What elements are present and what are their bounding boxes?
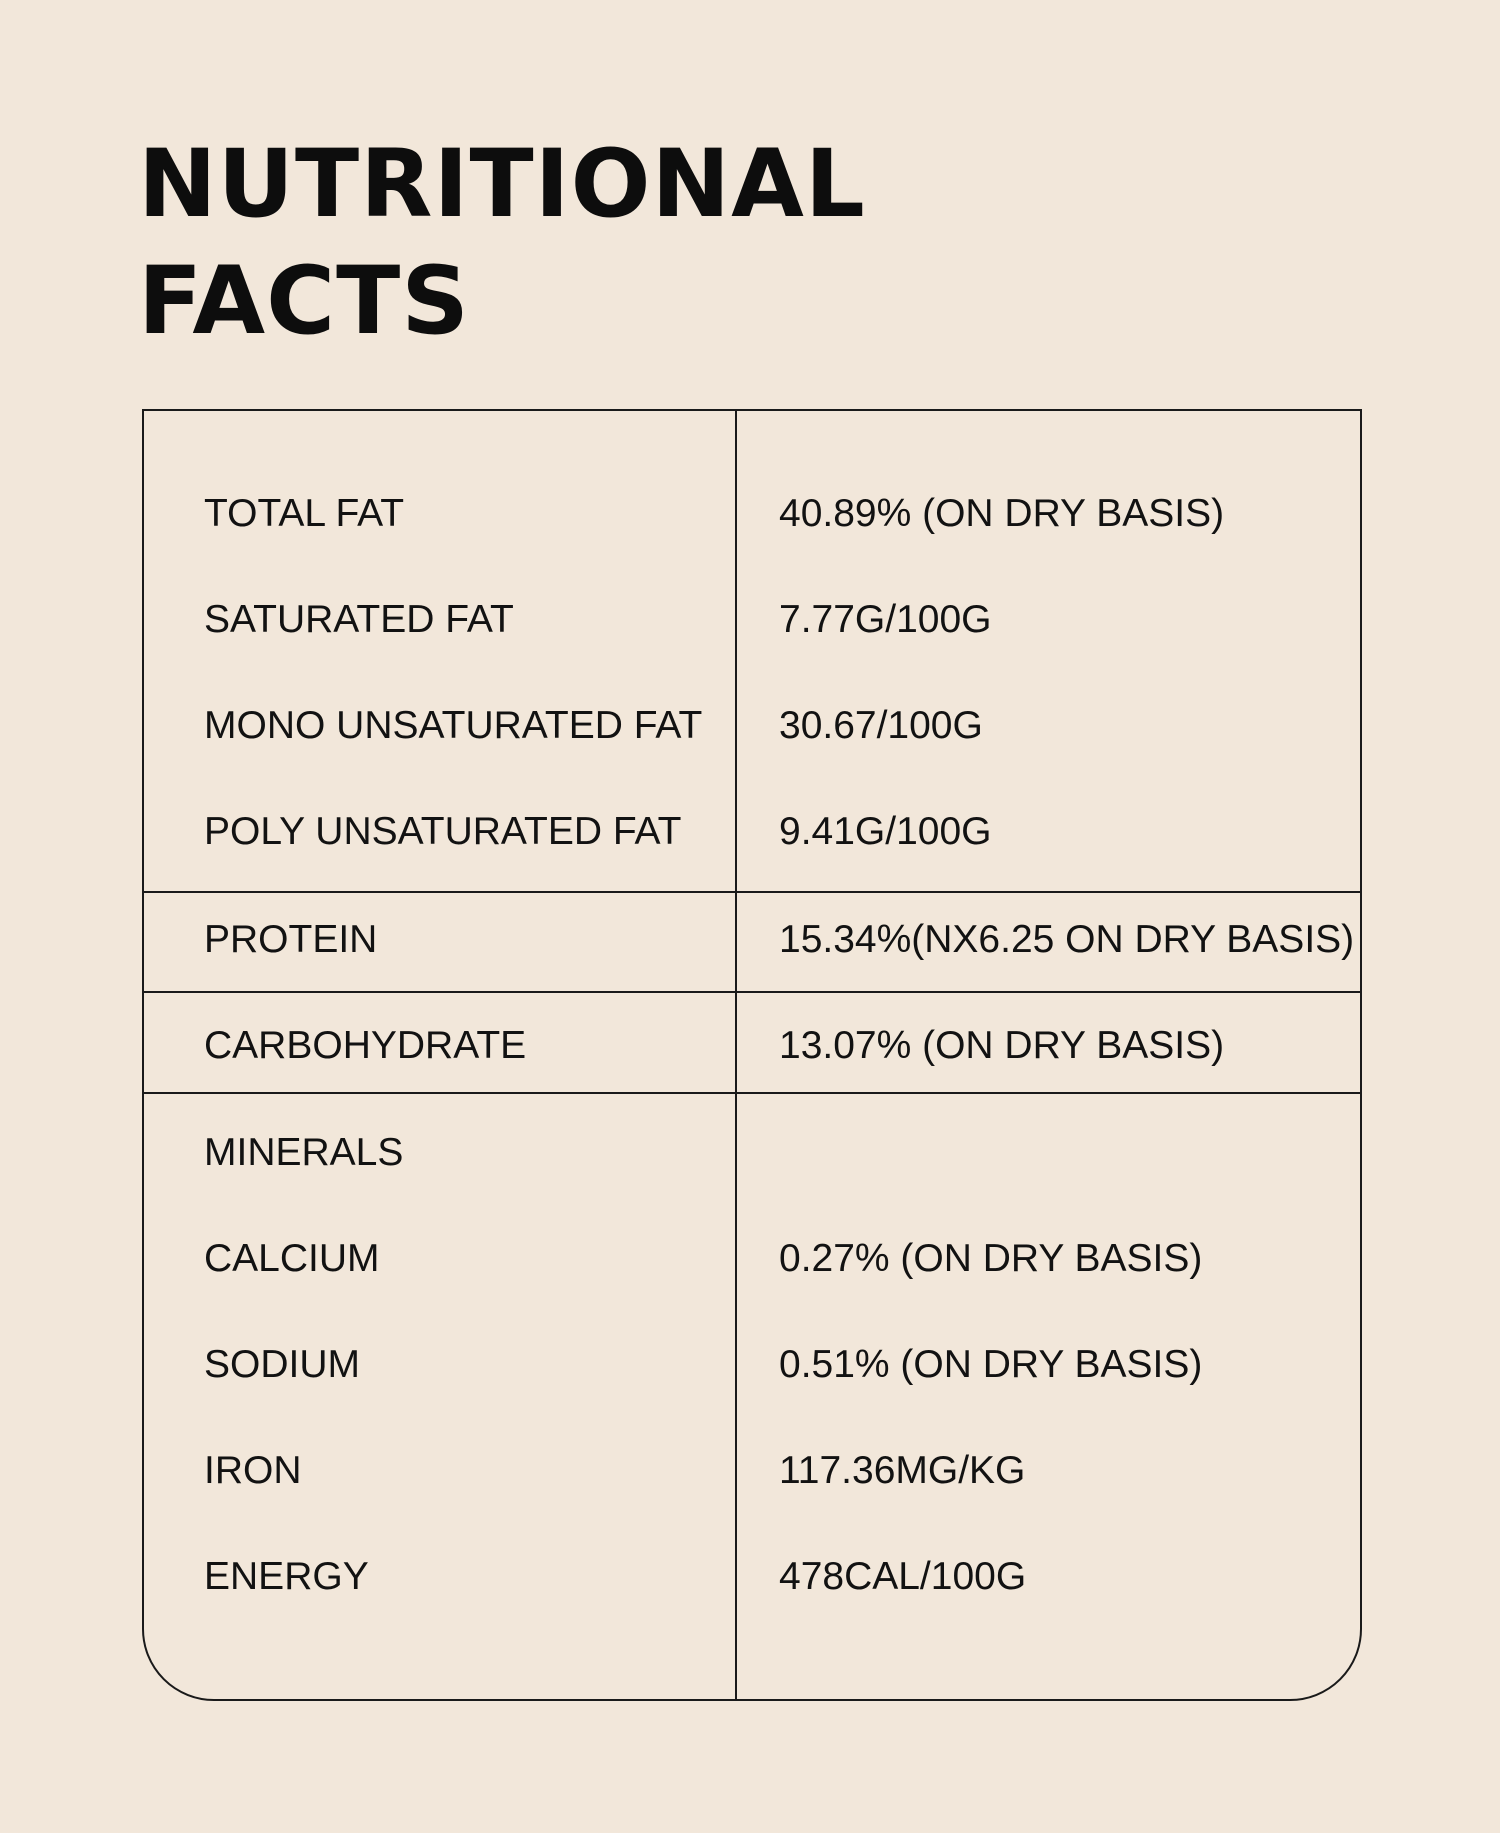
sodium-value: 0.51% (ON DRY BASIS)	[779, 1343, 1203, 1386]
carbohydrate-value: 13.07% (ON DRY BASIS)	[779, 1024, 1225, 1067]
iron-value: 117.36MG/KG	[779, 1449, 1026, 1492]
page-title	[138, 126, 866, 360]
minerals-heading: MINERALS	[204, 1131, 404, 1174]
energy-label: ENERGY	[204, 1555, 369, 1598]
mono-unsaturated-fat-label: MONO UNSATURATED FAT	[204, 704, 703, 747]
carbohydrate-label: CARBOHYDRATE	[204, 1024, 527, 1067]
protein-label: PROTEIN	[204, 918, 378, 961]
calcium-value: 0.27% (ON DRY BASIS)	[779, 1237, 1203, 1280]
saturated-fat-value: 7.77G/100G	[779, 598, 992, 641]
mono-unsaturated-fat-value: 30.67/100G	[779, 704, 983, 747]
total-fat-label: TOTAL FAT	[204, 492, 405, 535]
iron-label: IRON	[204, 1449, 302, 1492]
column-divider	[735, 411, 737, 1699]
total-fat-value: 40.89% (ON DRY BASIS)	[779, 492, 1225, 535]
nutrition-facts-table	[142, 409, 1362, 1701]
poly-unsaturated-fat-value: 9.41G/100G	[779, 810, 992, 853]
poly-unsaturated-fat-label: POLY UNSATURATED FAT	[204, 810, 682, 853]
sodium-label: SODIUM	[204, 1343, 360, 1386]
energy-value: 478CAL/100G	[779, 1555, 1027, 1598]
row-divider-protein-carbohydrate	[144, 991, 1360, 993]
saturated-fat-label: SATURATED FAT	[204, 598, 514, 641]
row-divider-carbohydrate-minerals	[144, 1092, 1360, 1094]
calcium-label: CALCIUM	[204, 1237, 380, 1280]
page-title-line-2: FACTS	[138, 247, 470, 356]
protein-value: 15.34%(NX6.25 ON DRY BASIS)	[779, 918, 1355, 961]
row-divider-fat-protein	[144, 891, 1360, 893]
page-title-line-1: NUTRITIONAL	[138, 130, 866, 239]
